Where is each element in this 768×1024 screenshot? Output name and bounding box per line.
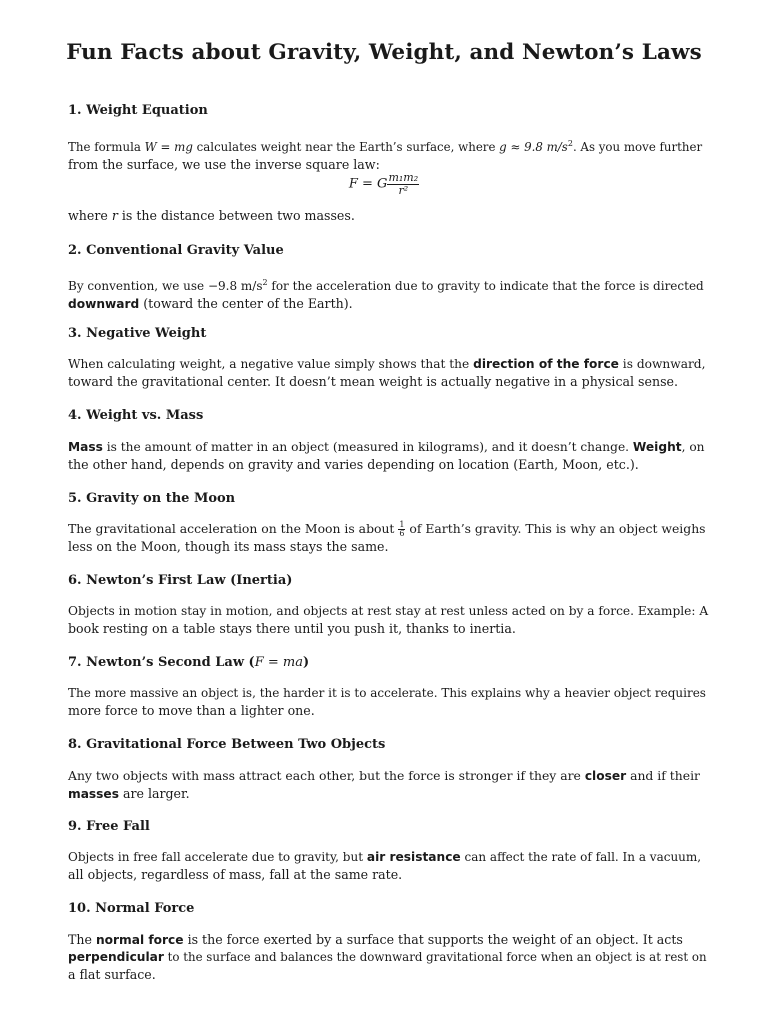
section-heading-first-law: 6. Newton’s First Law (Inertia): [68, 573, 293, 588]
inverse-square-formula: F = G $\frac{\text{m₁m₂}}{\text{r²}}$: [348, 171, 419, 197]
section-heading-free-fall: 9. Free Fall: [68, 819, 150, 834]
paragraph-line: The formula W = mg calculates weight near the Earth’s surface, where g ≈ 9.8 $m/s^2$. As you move further: [68, 139, 703, 154]
page-title: Fun Facts about Gravity, Weight, and Newton’s Laws: [66, 40, 702, 65]
section-heading-normal-force: 10. Normal Force: [68, 901, 195, 916]
section-heading-gravitational-force: 8. Gravitational Force Between Two Objects: [68, 737, 386, 752]
section-body-normal-force: The normal force is the force exerted by a surface that supports the weight of an object. It acts perpendicular to the surface and balances the downward gravitational force when an object is at rest on a flat surface.: [68, 932, 707, 982]
section-heading-gravity-moon: 5. Gravity on the Moon: [68, 491, 236, 506]
section-body-gravity-moon: The gravitational acceleration on the Moon is about $\frac{1}{6}$ of Earth’s gravity. This is why an object weighs less on the Moon, though its mass stays the same.: [68, 520, 706, 554]
section-body-gravitational-force: Any two objects with mass attract each other, but the force is stronger if they are closer and if their masses are larger.: [68, 768, 700, 801]
section-body-negative-weight: When calculating weight, a negative value simply shows that the direction of the force is downward, toward the gravitational center. It doesn’t mean weight is actually negative in a physical sense.: [68, 357, 706, 389]
section-heading-weight-equation: 1. Weight Equation: [68, 103, 208, 118]
section-body-weight-vs-mass: Mass is the amount of matter in an object (measured in kilograms), and it doesn’t change. Weight, on the other hand, depends on gravity and varies depending on location (Earth, Moon, etc.).: [68, 440, 705, 472]
section-heading-negative-weight: 3. Negative Weight: [68, 326, 207, 341]
section-body-free-fall: Objects in free fall accelerate due to gravity, but air resistance can affect the rate of fall. In a vacuum, all objects, regardless of mass, fall at the same rate.: [68, 850, 702, 882]
section-heading-weight-vs-mass: 4. Weight vs. Mass: [68, 408, 204, 423]
section-body-second-law: The more massive an object is, the harder it is to accelerate. This explains why a heavier object requires more force to move than a lighter one.: [68, 686, 706, 718]
section-heading-conventional-gravity: 2. Conventional Gravity Value: [68, 243, 284, 258]
paragraph-line: from the surface, we use the inverse square law:: [68, 156, 380, 172]
section-body-conventional-gravity: By convention, we use −9.8 $m/s^2$ for the acceleration due to gravity to indicate that the force is directed downward (toward the center of the Earth).: [68, 278, 704, 311]
section-body-first-law: Objects in motion stay in motion, and objects at rest stay at rest unless acted on by a force. Example: A book resting on a table stays there until you push it, thanks to inertia.: [68, 604, 709, 636]
section-body-weight-equation: [68, 135, 701, 173]
paragraph-distance-note: where r is the distance between two masses.: [68, 208, 355, 223]
section-heading-second-law: 7. Newton’s Second Law (F = ma): [68, 655, 310, 670]
